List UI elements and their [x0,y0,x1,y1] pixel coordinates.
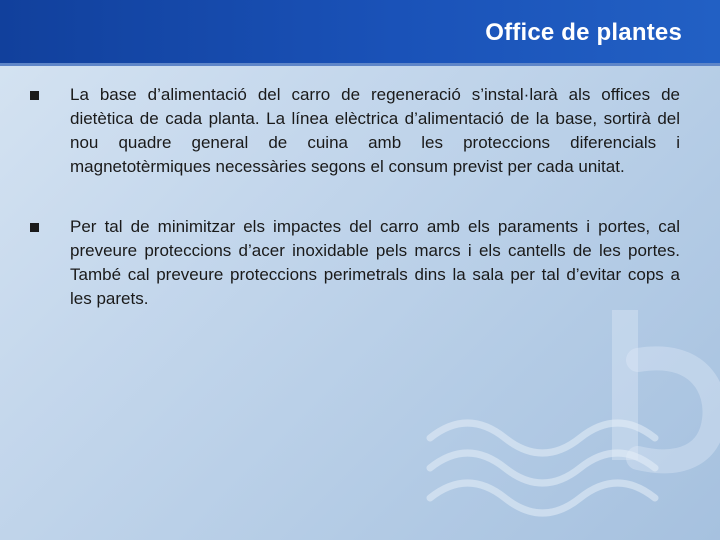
square-bullet-icon [30,223,39,232]
bullet-item [30,83,680,179]
bullet-item [30,215,680,311]
slide-title: Office de plantes [485,19,682,46]
title-bar [0,0,720,66]
bullet-text: La base d’alimentació del carro de regeneració s’instal·larà als offices de dietètica de cada planta. La línea elèctrica d’alimentació de la base, sortirà del nou quadre general de cuina amb les proteccions diferencials i magnetotèrmiques necessàries segons el consum previst per cada unitat. [70,85,680,176]
bullet-text: Per tal de minimitzar els impactes del carro amb els paraments i portes, cal preveure proteccions d’acer inoxidable pels marcs i els cantells de les portes. També cal preveure proteccions perimetrals dins la sala per tal d’evitar cops a les parets. [70,217,680,308]
title-bar-accent-line [0,63,720,66]
square-bullet-icon [30,91,39,100]
bullet-list [30,83,680,347]
